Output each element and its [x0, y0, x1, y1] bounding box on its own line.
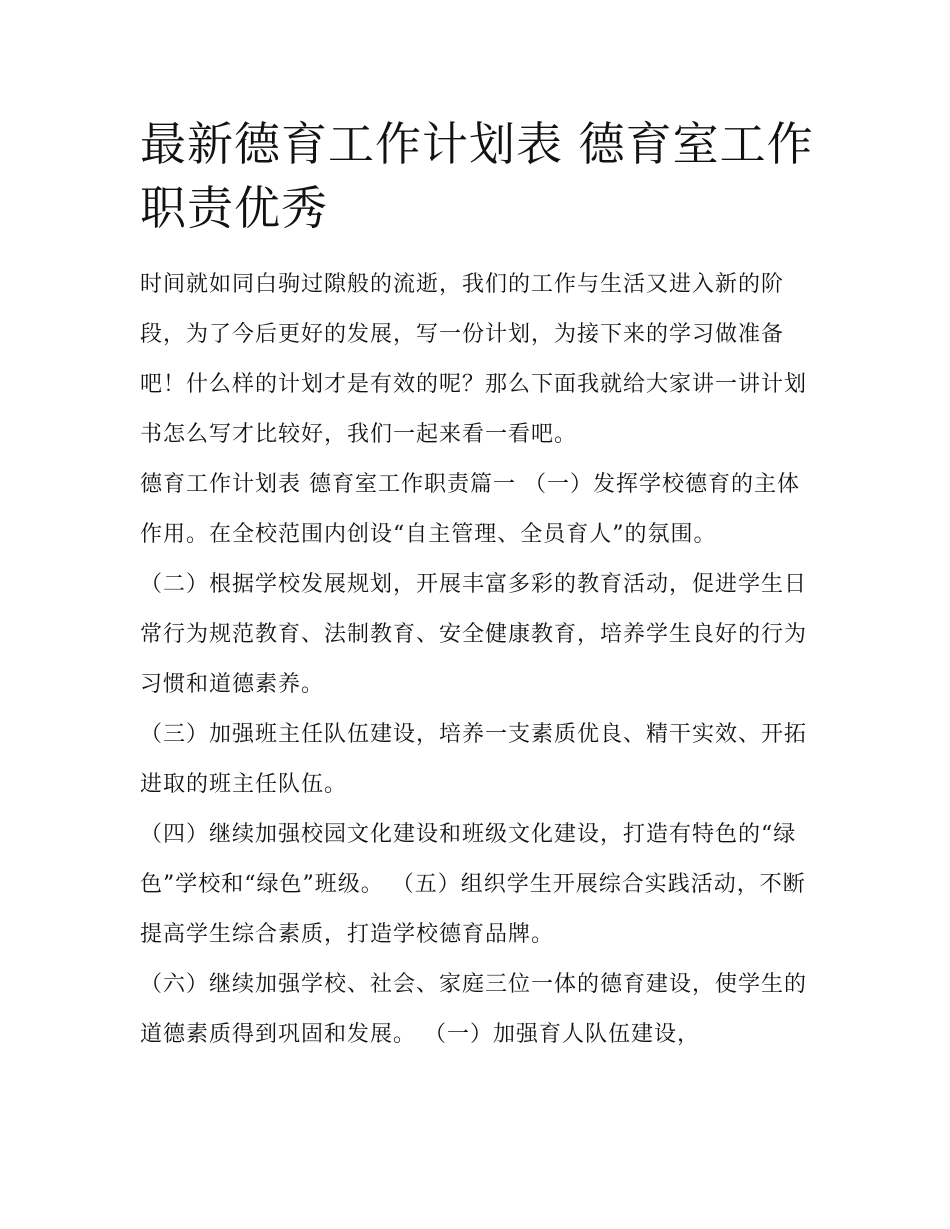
paragraph-item-three: （三）加强班主任队伍建设，培养一支素质优良、精干实效、开拓进取的班主任队伍。: [140, 722, 808, 797]
document-body: [140, 112, 820, 1060]
intro-paragraph: 时间就如同白驹过隙般的流逝，我们的工作与生活又进入新的阶段，为了今后更好的发展，写一份计划，为接下来的学习做准备吧！什么样的计划才是有效的呢？那么下面我就给大家讲一讲计划书怎么写才比较好，我们一起来看一看吧。: [140, 272, 808, 447]
paragraph-item-four-five: （四）继续加强校园文化建设和班级文化建设，打造有特色的“绿色”学校和“绿色”班级。 （五）组织学生开展综合实践活动，不断提高学生综合素质，打造学校德育品牌。: [140, 822, 806, 947]
document-title: 最新德育工作计划表 德育室工作职责优秀: [140, 117, 814, 235]
paragraph-section-one: 德育工作计划表 德育室工作职责篇一 （一）发挥学校德育的主体作用。在全校范围内创设“自主管理、全员育人”的氛围。: [140, 472, 800, 547]
paragraph-item-two: （二）根据学校发展规划，开展丰富多彩的教育活动，促进学生日常行为规范教育、法制教育、安全健康教育，培养学生良好的行为习惯和道德素养。: [140, 572, 808, 697]
paragraph-item-six: （六）继续加强学校、社会、家庭三位一体的德育建设，使学生的道德素质得到巩固和发展。 （一）加强育人队伍建设，: [140, 972, 808, 1047]
